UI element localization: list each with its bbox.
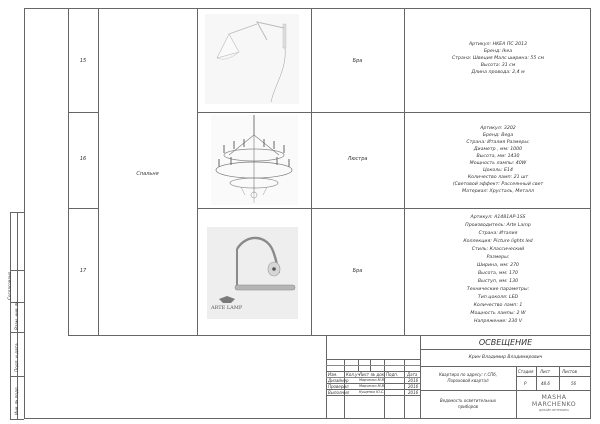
- margin-label: Согласовано: [7, 271, 12, 300]
- row-divider: [68, 112, 98, 113]
- logo-line: MARCHENKO: [531, 401, 577, 408]
- title-block-line: [536, 366, 537, 390]
- fixture-type: Люстра: [347, 156, 368, 162]
- row-divider: [68, 335, 591, 336]
- project-line: Квартира по адресу: г.СПб,: [438, 372, 498, 377]
- header-cell: Лист: [359, 372, 370, 377]
- desc-line: Бренд: Bega: [482, 133, 514, 138]
- project-address: [420, 372, 516, 384]
- person-name: Марченко М.В.: [359, 384, 386, 388]
- row-number: 16: [79, 156, 87, 162]
- header-cell: Дата: [407, 372, 418, 377]
- desc-line: Коллекция: Picture lights led: [463, 239, 533, 244]
- desc-line: Количество ламп: 1: [473, 303, 523, 308]
- section-line: приборов: [457, 404, 478, 409]
- title-block-line: [516, 376, 591, 377]
- desc-line: Артикул: 3202: [480, 126, 516, 131]
- row-divider: [197, 112, 591, 113]
- margin-line: [10, 332, 24, 333]
- project-line: Пороховой квартал: [447, 378, 489, 383]
- header-cell: Подп.: [386, 372, 399, 377]
- person-name: Марченко М.В.: [359, 378, 386, 382]
- stage-label: Стадия: [518, 369, 534, 374]
- row-divider: [68, 208, 98, 209]
- margin-line: [10, 419, 24, 420]
- margin-label: Инв. № подл.: [14, 386, 19, 415]
- desc-line: Стиль: Классический: [471, 247, 525, 252]
- description-15: [405, 41, 591, 76]
- desc-line: Мощность лампы: 2 W: [470, 311, 526, 316]
- room-label: Спальня: [136, 171, 159, 177]
- client-name: Крин Владимир Владимирович: [468, 355, 543, 360]
- desc-line: Длина провода: 2,4 м: [471, 70, 525, 75]
- chandelier-photo: [211, 115, 298, 205]
- title-block-line: [326, 395, 420, 396]
- desc-line: Производитель: Arte Lamp: [465, 223, 531, 228]
- margin-label: Взам. инв. №: [14, 301, 19, 330]
- margin-line: [10, 212, 11, 419]
- role-label: Проверил: [328, 384, 349, 389]
- desc-line: (Световой эффект: Рассеянный свет: [452, 182, 544, 187]
- logo-subtitle: ДИЗАЙН ИНТЕРЬЕРА: [539, 408, 569, 412]
- title-block-line: [516, 366, 517, 390]
- desc-line: Высота: 31 см: [480, 63, 516, 68]
- desc-line: Страна: Швеция Малс ширина: 55 см: [452, 56, 544, 61]
- sheet-label: Лист: [540, 369, 551, 374]
- margin-line: [10, 376, 24, 377]
- title-block-line: [420, 349, 591, 350]
- row-number: 15: [79, 58, 87, 64]
- margin-line: [10, 212, 24, 213]
- sheets-value: 56: [571, 381, 577, 386]
- desc-line: Диаметр , мм: 1000: [473, 147, 523, 152]
- title-block-line: [420, 366, 591, 367]
- title-block-line: [326, 359, 420, 360]
- title-block-line: [326, 365, 420, 366]
- description-17: [405, 214, 591, 326]
- fixture-type: Бра: [352, 268, 363, 274]
- desc-line: Артикул: A1481AP-1SS: [470, 215, 526, 220]
- section-title: [420, 398, 516, 410]
- desc-line: Технические параметры:: [466, 287, 530, 292]
- desc-line: Количество ламп: 21 шт: [467, 175, 529, 180]
- year: 2016: [408, 384, 419, 389]
- margin-label: Подп. и дата: [14, 343, 19, 372]
- header-cell: Изм.: [328, 372, 338, 377]
- desc-line: Высота, мм: 170: [477, 271, 519, 276]
- desc-line: Артикул: HKEA ПС 2013: [468, 42, 528, 47]
- desc-line: Ширина, мм: 270: [476, 263, 520, 268]
- margin-line: [10, 270, 24, 271]
- sheet-value: 48.6: [541, 381, 550, 386]
- logo-line: MASHA: [541, 394, 567, 401]
- desc-line: Страна: Италия Размеры:: [466, 140, 530, 145]
- arte-lamp-watermark: ARTE LAMP: [211, 305, 243, 311]
- row-number: 17: [79, 268, 87, 274]
- title-block-line: [516, 390, 517, 419]
- year: 2016: [408, 378, 419, 383]
- picture-light-photo: [207, 227, 298, 319]
- person-name: Кущенко Ю.С.: [359, 390, 385, 394]
- col-divider: [197, 8, 198, 335]
- desc-line: Цоколь: E14: [483, 168, 513, 173]
- role-label: Выполнил: [328, 390, 350, 395]
- role-label: Дизайнер: [328, 378, 349, 383]
- title-block-line: [559, 366, 560, 390]
- desc-line: Бренд: Ikea: [483, 49, 513, 54]
- desc-line: Высота, мм: 1430: [476, 154, 520, 159]
- desc-line: Страна: Италия: [478, 231, 518, 236]
- studio-logo: [528, 394, 580, 412]
- desc-line: Мощность лампы: 40W: [469, 161, 527, 166]
- fixture-type: Бра: [352, 58, 363, 64]
- desc-line: Выступ, мм: 130: [477, 279, 519, 284]
- desc-line: Напряжение: 230 V: [473, 319, 523, 324]
- header-cell: Кол.уч: [346, 372, 360, 377]
- header-cell: № док.: [371, 372, 386, 377]
- row-divider: [197, 208, 591, 209]
- desc-line: Материал: Хрусталь, Металл: [462, 189, 534, 194]
- description-16: [405, 125, 591, 195]
- sconce-photo: [205, 14, 299, 104]
- title-block-line: [420, 390, 591, 391]
- desc-line: Тип цоколя: LED: [477, 295, 519, 300]
- stage-value: Р: [524, 381, 527, 386]
- sheets-label: Листов: [562, 369, 577, 374]
- sheet-title: ОСВЕЩЕНИЕ: [478, 338, 533, 347]
- section-line: Ведомость осветительных: [439, 398, 497, 403]
- desc-line: Размеры:: [486, 255, 510, 260]
- year: 2016: [408, 390, 419, 395]
